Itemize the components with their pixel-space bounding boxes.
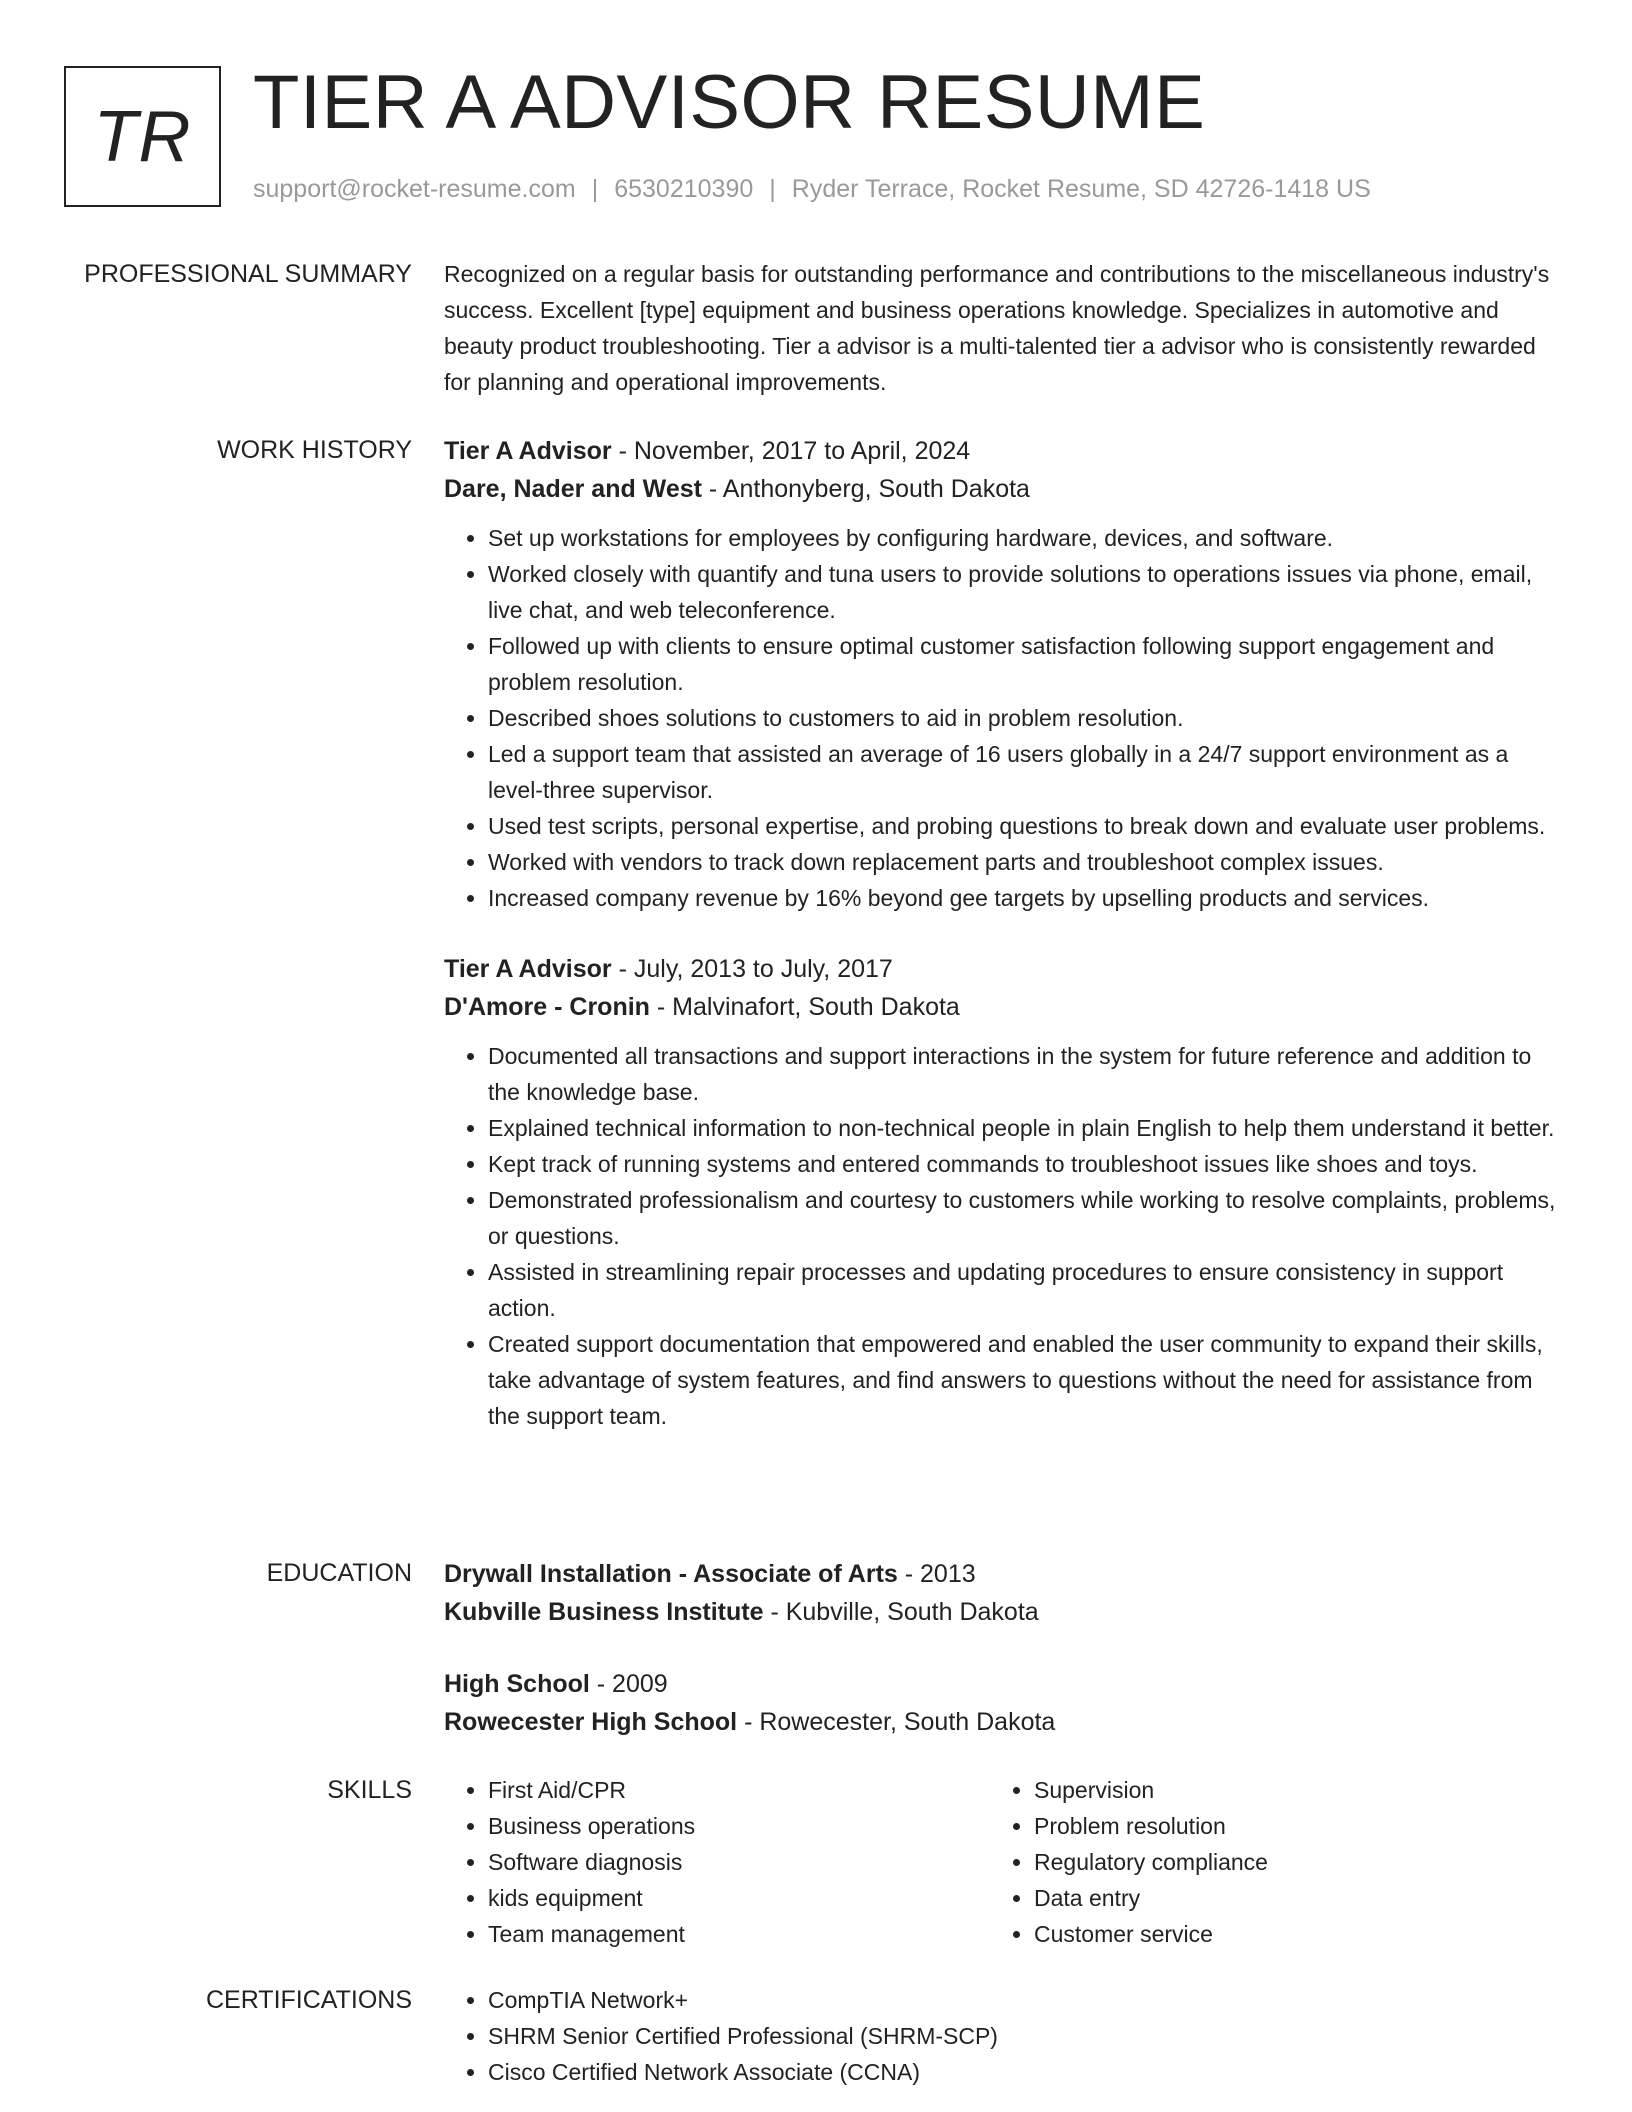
skills-list (444, 1772, 990, 1952)
list-item: • Demonstrated professionalism and courtesy to customers while working to resolve complaints, problems, or questions. (488, 1182, 1556, 1254)
education-school: Rowecester High School (444, 1708, 738, 1736)
job-company: Dare, Nader and West (444, 475, 702, 503)
education-year: - 2013 (897, 1560, 976, 1588)
list-item: • Worked closely with quantify and tuna users to provide solutions to operations issues via phone, email, live chat, and web teleconference. (488, 556, 1556, 628)
education-degree: High School (444, 1670, 590, 1698)
certifications-label: CERTIFICATIONS (205, 1986, 412, 2014)
job-company-line (444, 988, 1556, 1026)
education-degree-line (444, 1665, 1556, 1703)
list-item: • kids equipment (488, 1880, 990, 1916)
list-item: • Business operations (488, 1808, 990, 1844)
job-entry (444, 432, 1556, 916)
summary-label: PROFESSIONAL SUMMARY (84, 260, 412, 288)
job-title-line (444, 950, 1556, 988)
list-item: • Customer service (1034, 1916, 1536, 1952)
list-item: • Assisted in streamlining repair processes and updating procedures to ensure consistency in support action. (488, 1254, 1556, 1326)
job-company-line (444, 470, 1556, 508)
monogram-initials: TR (93, 96, 192, 177)
job-company: D'Amore - Cronin (444, 993, 650, 1021)
list-item: • Kept track of running systems and entered commands to troubleshoot issues like shoes and toys. (488, 1146, 1556, 1182)
list-item: • Cisco Certified Network Associate (CCNA) (488, 2054, 1556, 2090)
list-item: • Followed up with clients to ensure optimal customer satisfaction following support engagement and problem resolution. (488, 628, 1556, 700)
list-item: • Led a support team that assisted an average of 16 users globally in a 24/7 support environment as a level-three supervisor. (488, 736, 1556, 808)
education-entry (444, 1665, 1556, 1741)
list-item: • Described shoes solutions to customers to aid in problem resolution. (488, 700, 1556, 736)
contact-separator: | (769, 175, 776, 203)
contact-address: Ryder Terrace, Rocket Resume, SD 42726-1418 US (791, 175, 1371, 203)
job-location: - Anthonyberg, South Dakota (701, 475, 1030, 503)
contact-line (253, 174, 1371, 204)
education-degree: Drywall Installation - Associate of Arts (444, 1560, 898, 1588)
list-item: • Supervision (1034, 1772, 1536, 1808)
education-school-line (444, 1703, 1556, 1741)
list-item: • Set up workstations for employees by configuring hardware, devices, and software. (488, 520, 1556, 556)
job-dates: - July, 2013 to July, 2017 (611, 955, 893, 983)
list-item: • Regulatory compliance (1034, 1844, 1536, 1880)
skills-list (990, 1772, 1536, 1952)
list-item: • Team management (488, 1916, 990, 1952)
education-body (444, 1555, 1556, 1775)
summary-text: Recognized on a regular basis for outstanding performance and contributions to the miscellaneous industry's success. Excellent [type] equipment and business operations knowledge. Specializes in automotive and beauty product troubleshooting. Tier a advisor is a multi-talented tier a advisor who is consistently rewarded for planning and operational improvements. (444, 261, 1550, 395)
list-item: • SHRM Senior Certified Professional (SHRM-SCP) (488, 2018, 1556, 2054)
skills-body (444, 1772, 1556, 1952)
contact-phone: 6530210390 (614, 175, 754, 203)
job-dates: - November, 2017 to April, 2024 (611, 437, 971, 465)
skills-column-right (990, 1772, 1536, 1952)
job-title-line (444, 432, 1556, 470)
job-bullets (444, 520, 1556, 916)
list-item: • Documented all transactions and support interactions in the system for future reference and addition to the knowledge base. (488, 1038, 1556, 1110)
contact-separator: | (591, 175, 599, 203)
job-title: Tier A Advisor (444, 955, 612, 983)
list-item: • Increased company revenue by 16% beyond gee targets by upselling products and services. (488, 880, 1556, 916)
list-item: • Problem resolution (1034, 1808, 1536, 1844)
list-item: • Used test scripts, personal expertise, and probing questions to break down and evaluate user problems. (488, 808, 1556, 844)
education-location: - Kubville, South Dakota (763, 1598, 1039, 1626)
education-year: - 2009 (589, 1670, 668, 1698)
resume-title: TIER A ADVISOR RESUME (253, 60, 1206, 145)
skills-label: SKILLS (327, 1776, 412, 1804)
job-location: - Malvinafort, South Dakota (649, 993, 960, 1021)
list-item: • Explained technical information to non-technical people in plain English to help them understand it better. (488, 1110, 1556, 1146)
education-location: - Rowecester, South Dakota (737, 1708, 1056, 1736)
education-degree-line (444, 1555, 1556, 1593)
work-label: WORK HISTORY (217, 436, 412, 464)
list-item: • CompTIA Network+ (488, 1982, 1556, 2018)
job-bullets (444, 1038, 1556, 1434)
list-item: • Worked with vendors to track down replacement parts and troubleshoot complex issues. (488, 844, 1556, 880)
job-entry (444, 950, 1556, 1434)
summary-body (444, 256, 1556, 400)
list-item: • Data entry (1034, 1880, 1536, 1916)
skills-column-left (444, 1772, 990, 1952)
certifications-body (444, 1982, 1556, 2090)
education-school-line (444, 1593, 1556, 1631)
work-body (444, 432, 1556, 1468)
education-entry (444, 1555, 1556, 1631)
list-item: • First Aid/CPR (488, 1772, 990, 1808)
monogram-box (64, 66, 221, 207)
education-school: Kubville Business Institute (444, 1598, 764, 1626)
education-label: EDUCATION (266, 1559, 412, 1587)
certifications-list (444, 1982, 1556, 2090)
job-title: Tier A Advisor (444, 437, 612, 465)
list-item: • Software diagnosis (488, 1844, 990, 1880)
contact-email: support@rocket-resume.com (253, 175, 576, 203)
list-item: • Created support documentation that empowered and enabled the user community to expand their skills, take advantage of system features, and find answers to questions without the need for assistance from the support team. (488, 1326, 1556, 1434)
